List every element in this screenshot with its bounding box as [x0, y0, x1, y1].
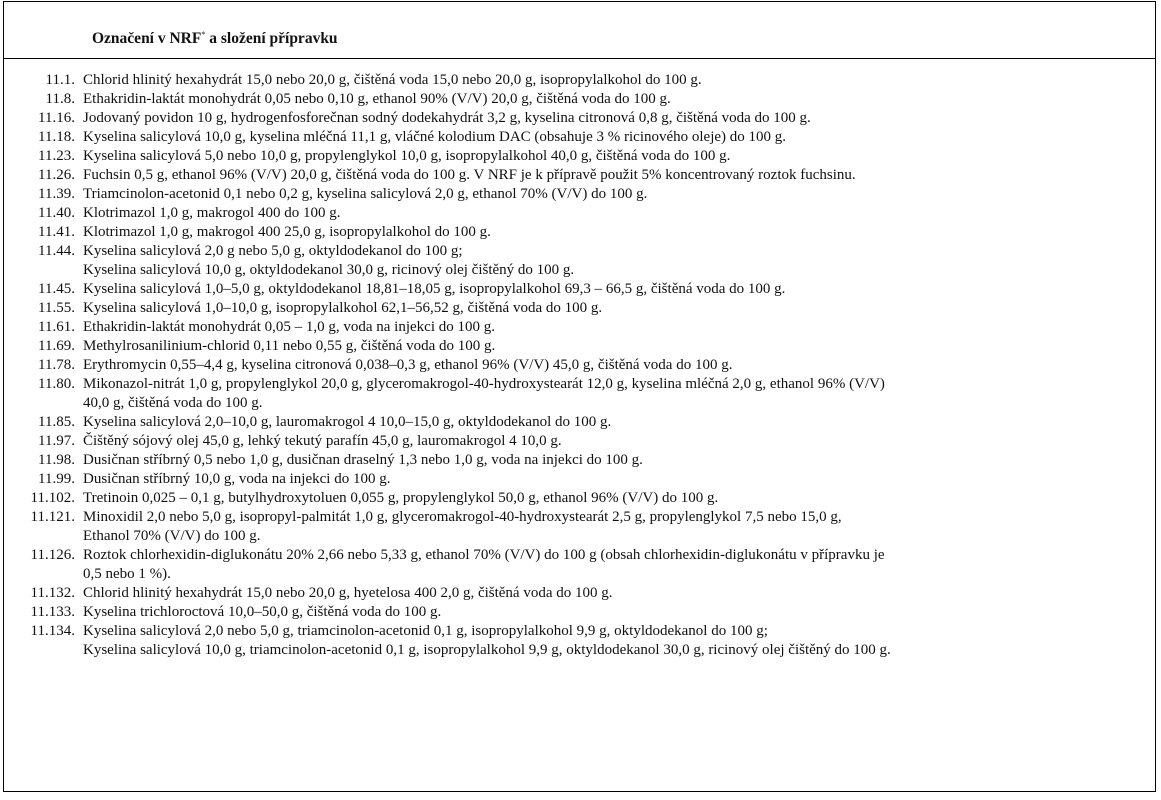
table-row: [4, 109, 1155, 128]
nrf-code: 11.98.: [38, 452, 75, 468]
table-row: [4, 204, 1155, 223]
formulation-composition: [83, 128, 1155, 147]
composition-line: Klotrimazol 1,0 g, makrogol 400 25,0 g, isopropylalkohol do 100 g.: [83, 224, 491, 240]
table-row: [4, 147, 1155, 166]
formulation-composition: [83, 90, 1155, 109]
composition-line: Dusičnan stříbrný 0,5 nebo 1,0 g, dusičnan draselný 1,3 nebo 1,0 g, voda na injekci do 100 g.: [83, 452, 643, 468]
composition-line: Roztok chlorhexidin-diglukonátu 20% 2,66 nebo 5,33 g, ethanol 70% (V/V) do 100 g (obsah chlorhexidin-diglukonátu v přípravku je: [83, 547, 885, 563]
composition-line: Kyselina salicylová 10,0 g, kyselina mléčná 11,1 g, vláčné kolodium DAC (obsahuje 3 % ricinového oleje) do 100 g.: [83, 129, 787, 145]
formulation-composition: [83, 432, 1155, 451]
composition-line: Jodovaný povidon 10 g, hydrogenfosforečnan sodný dodekahydrát 3,2 g, kyselina citronová 0,8 g, čištěná voda do 100 g.: [83, 110, 811, 126]
composition-line: Ethakridin-laktát monohydrát 0,05 nebo 0,10 g, ethanol 90% (V/V) 20,0 g, čištěná voda do 100 g.: [83, 91, 671, 107]
table-row: [4, 166, 1155, 185]
nrf-code: 11.41.: [38, 224, 75, 240]
nrf-code: 11.97.: [38, 433, 75, 449]
nrf-code: 11.69.: [38, 338, 75, 354]
formulation-composition: [83, 71, 1155, 90]
table-body: [4, 71, 1155, 660]
table-row: [4, 71, 1155, 90]
nrf-code: 11.26.: [38, 167, 75, 183]
formulation-composition: [83, 413, 1155, 432]
formulation-composition: [83, 223, 1155, 242]
composition-line: Erythromycin 0,55–4,4 g, kyselina citronová 0,038–0,3 g, ethanol 96% (V/V) 45,0 g, čištěná voda do 100 g.: [83, 357, 733, 373]
composition-line: Kyselina salicylová 2,0 g nebo 5,0 g, oktyldodekanol do 100 g;: [83, 243, 463, 259]
nrf-code: 11.8.: [45, 91, 75, 107]
formulation-composition: [83, 508, 1155, 546]
nrf-code: 11.44.: [38, 243, 75, 259]
formulation-composition: [83, 185, 1155, 204]
composition-line: 0,5 nebo 1 %).: [83, 566, 171, 582]
composition-line: Chlorid hlinitý hexahydrát 15,0 nebo 20,0 g, hyetelosa 400 2,0 g, čištěná voda do 100 g.: [83, 585, 613, 601]
formulation-composition: [83, 166, 1155, 185]
formulation-composition: [83, 603, 1155, 622]
nrf-code: 11.99.: [38, 471, 75, 487]
table-row: [4, 546, 1155, 584]
table-row: [4, 622, 1155, 660]
table-row: [4, 356, 1155, 375]
formulation-composition: [83, 242, 1155, 280]
table-row: [4, 451, 1155, 470]
formulation-composition: [83, 546, 1155, 584]
composition-line: Kyselina salicylová 2,0–10,0 g, lauromakrogol 4 10,0–15,0 g, oktyldodekanol do 100 g.: [83, 414, 612, 430]
composition-line: Mikonazol-nitrát 1,0 g, propylenglykol 20,0 g, glyceromakrogol-40-hydroxystearát 12,0 g, kyselina mléčná 2,0 g, ethanol 96% (V/V): [83, 376, 885, 392]
formulation-composition: [83, 489, 1155, 508]
composition-line: Dusičnan stříbrný 10,0 g, voda na injekci do 100 g.: [83, 471, 391, 487]
table-row: [4, 128, 1155, 147]
header-title-rest: a složení přípravku: [205, 30, 338, 47]
nrf-code: 11.134.: [30, 623, 75, 639]
header-title-main: Označení v NRF: [92, 30, 202, 47]
composition-line: Triamcinolon-acetonid 0,1 nebo 0,2 g, kyselina salicylová 2,0 g, ethanol 70% (V/V) do 100 g.: [83, 186, 648, 202]
composition-line: Ethanol 70% (V/V) do 100 g.: [83, 528, 261, 544]
table-row: [4, 432, 1155, 451]
formulation-composition: [83, 451, 1155, 470]
formulation-composition: [83, 470, 1155, 489]
formulation-composition: [83, 584, 1155, 603]
formulation-composition: [83, 147, 1155, 166]
table-row: [4, 185, 1155, 204]
nrf-code: 11.18.: [38, 129, 75, 145]
nrf-code: 11.78.: [38, 357, 75, 373]
nrf-code: 11.85.: [38, 414, 75, 430]
nrf-code: 11.102.: [30, 490, 75, 506]
composition-line: Klotrimazol 1,0 g, makrogol 400 do 100 g.: [83, 205, 341, 221]
nrf-code: 11.80.: [38, 376, 75, 392]
table-row: [4, 584, 1155, 603]
table-row: [4, 603, 1155, 622]
nrf-code: 11.1.: [45, 72, 75, 88]
formulation-composition: [83, 375, 1155, 413]
table-row: [4, 413, 1155, 432]
composition-line: Kyselina salicylová 10,0 g, triamcinolon-acetonid 0,1 g, isopropylalkohol 9,9 g, oktyldodekanol 30,0 g, ricinový olej čištěný do 100 g.: [83, 642, 891, 658]
nrf-code: 11.121.: [30, 509, 75, 525]
composition-line: Kyselina trichloroctová 10,0–50,0 g, čištěná voda do 100 g.: [83, 604, 442, 620]
table-header: [4, 2, 1155, 59]
nrf-code: 11.132.: [30, 585, 75, 601]
formulation-composition: [83, 109, 1155, 128]
composition-line: Kyselina salicylová 1,0–5,0 g, oktyldodekanol 18,81–18,05 g, isopropylalkohol 69,3 – 66,5 g, čištěná voda do 100 g.: [83, 281, 786, 297]
composition-line: Čištěný sójový olej 45,0 g, lehký tekutý parafín 45,0 g, lauromakrogol 4 10,0 g.: [83, 433, 562, 449]
composition-line: Ethakridin-laktát monohydrát 0,05 – 1,0 g, voda na injekci do 100 g.: [83, 319, 496, 335]
formulation-composition: [83, 356, 1155, 375]
table-row: [4, 223, 1155, 242]
nrf-code: 11.45.: [38, 281, 75, 297]
formulation-composition: [83, 622, 1155, 660]
composition-line: 40,0 g, čištěná voda do 100 g.: [83, 395, 263, 411]
table-row: [4, 242, 1155, 280]
formulation-composition: [83, 280, 1155, 299]
nrf-code: 11.61.: [38, 319, 75, 335]
composition-line: Minoxidil 2,0 nebo 5,0 g, isopropyl-palmitát 1,0 g, glyceromakrogol-40-hydroxystearát 2,5 g, propylenglykol 7,5 nebo 15,0 g,: [83, 509, 842, 525]
header-title-footnote-mark: *: [201, 30, 206, 39]
table-row: [4, 318, 1155, 337]
table-row: [4, 508, 1155, 546]
composition-line: Chlorid hlinitý hexahydrát 15,0 nebo 20,0 g, čištěná voda 15,0 nebo 20,0 g, isopropylalkohol do 100 g.: [83, 72, 702, 88]
nrf-code: 11.23.: [38, 148, 75, 164]
table-row: [4, 470, 1155, 489]
formulation-composition: [83, 204, 1155, 223]
nrf-code: 11.39.: [38, 186, 75, 202]
composition-line: Kyselina salicylová 10,0 g, oktyldodekanol 30,0 g, ricinový olej čištěný do 100 g.: [83, 262, 575, 278]
table-row: [4, 90, 1155, 109]
nrf-code: 11.55.: [38, 300, 75, 316]
composition-line: Methylrosanilinium-chlorid 0,11 nebo 0,55 g, čištěná voda do 100 g.: [83, 338, 496, 354]
table-row: [4, 375, 1155, 413]
formulation-table: [3, 1, 1156, 792]
composition-line: Fuchsin 0,5 g, ethanol 96% (V/V) 20,0 g, čištěná voda do 100 g. V NRF je k přípravě použit 5% koncentrovaný roztok fuchsinu.: [83, 167, 856, 183]
formulation-composition: [83, 318, 1155, 337]
composition-line: Tretinoin 0,025 – 0,1 g, butylhydroxytoluen 0,055 g, propylenglykol 50,0 g, ethanol 96% (V/V) do 100 g.: [83, 490, 719, 506]
formulation-composition: [83, 299, 1155, 318]
nrf-code: 11.16.: [38, 110, 75, 126]
nrf-code: 11.133.: [30, 604, 75, 620]
nrf-code: 11.126.: [30, 547, 75, 563]
formulation-composition: [83, 337, 1155, 356]
table-row: [4, 299, 1155, 318]
nrf-code: 11.40.: [38, 205, 75, 221]
composition-line: Kyselina salicylová 5,0 nebo 10,0 g, propylenglykol 10,0 g, isopropylalkohol 40,0 g, čištěná voda do 100 g.: [83, 148, 731, 164]
table-row: [4, 489, 1155, 508]
composition-line: Kyselina salicylová 2,0 nebo 5,0 g, triamcinolon-acetonid 0,1 g, isopropylalkohol 9,9 g, oktyldodekanol do 100 g;: [83, 623, 768, 639]
table-row: [4, 337, 1155, 356]
composition-line: Kyselina salicylová 1,0–10,0 g, isopropylalkohol 62,1–56,52 g, čištěná voda do 100 g.: [83, 300, 603, 316]
column-header-title: [92, 30, 338, 48]
table-row: [4, 280, 1155, 299]
